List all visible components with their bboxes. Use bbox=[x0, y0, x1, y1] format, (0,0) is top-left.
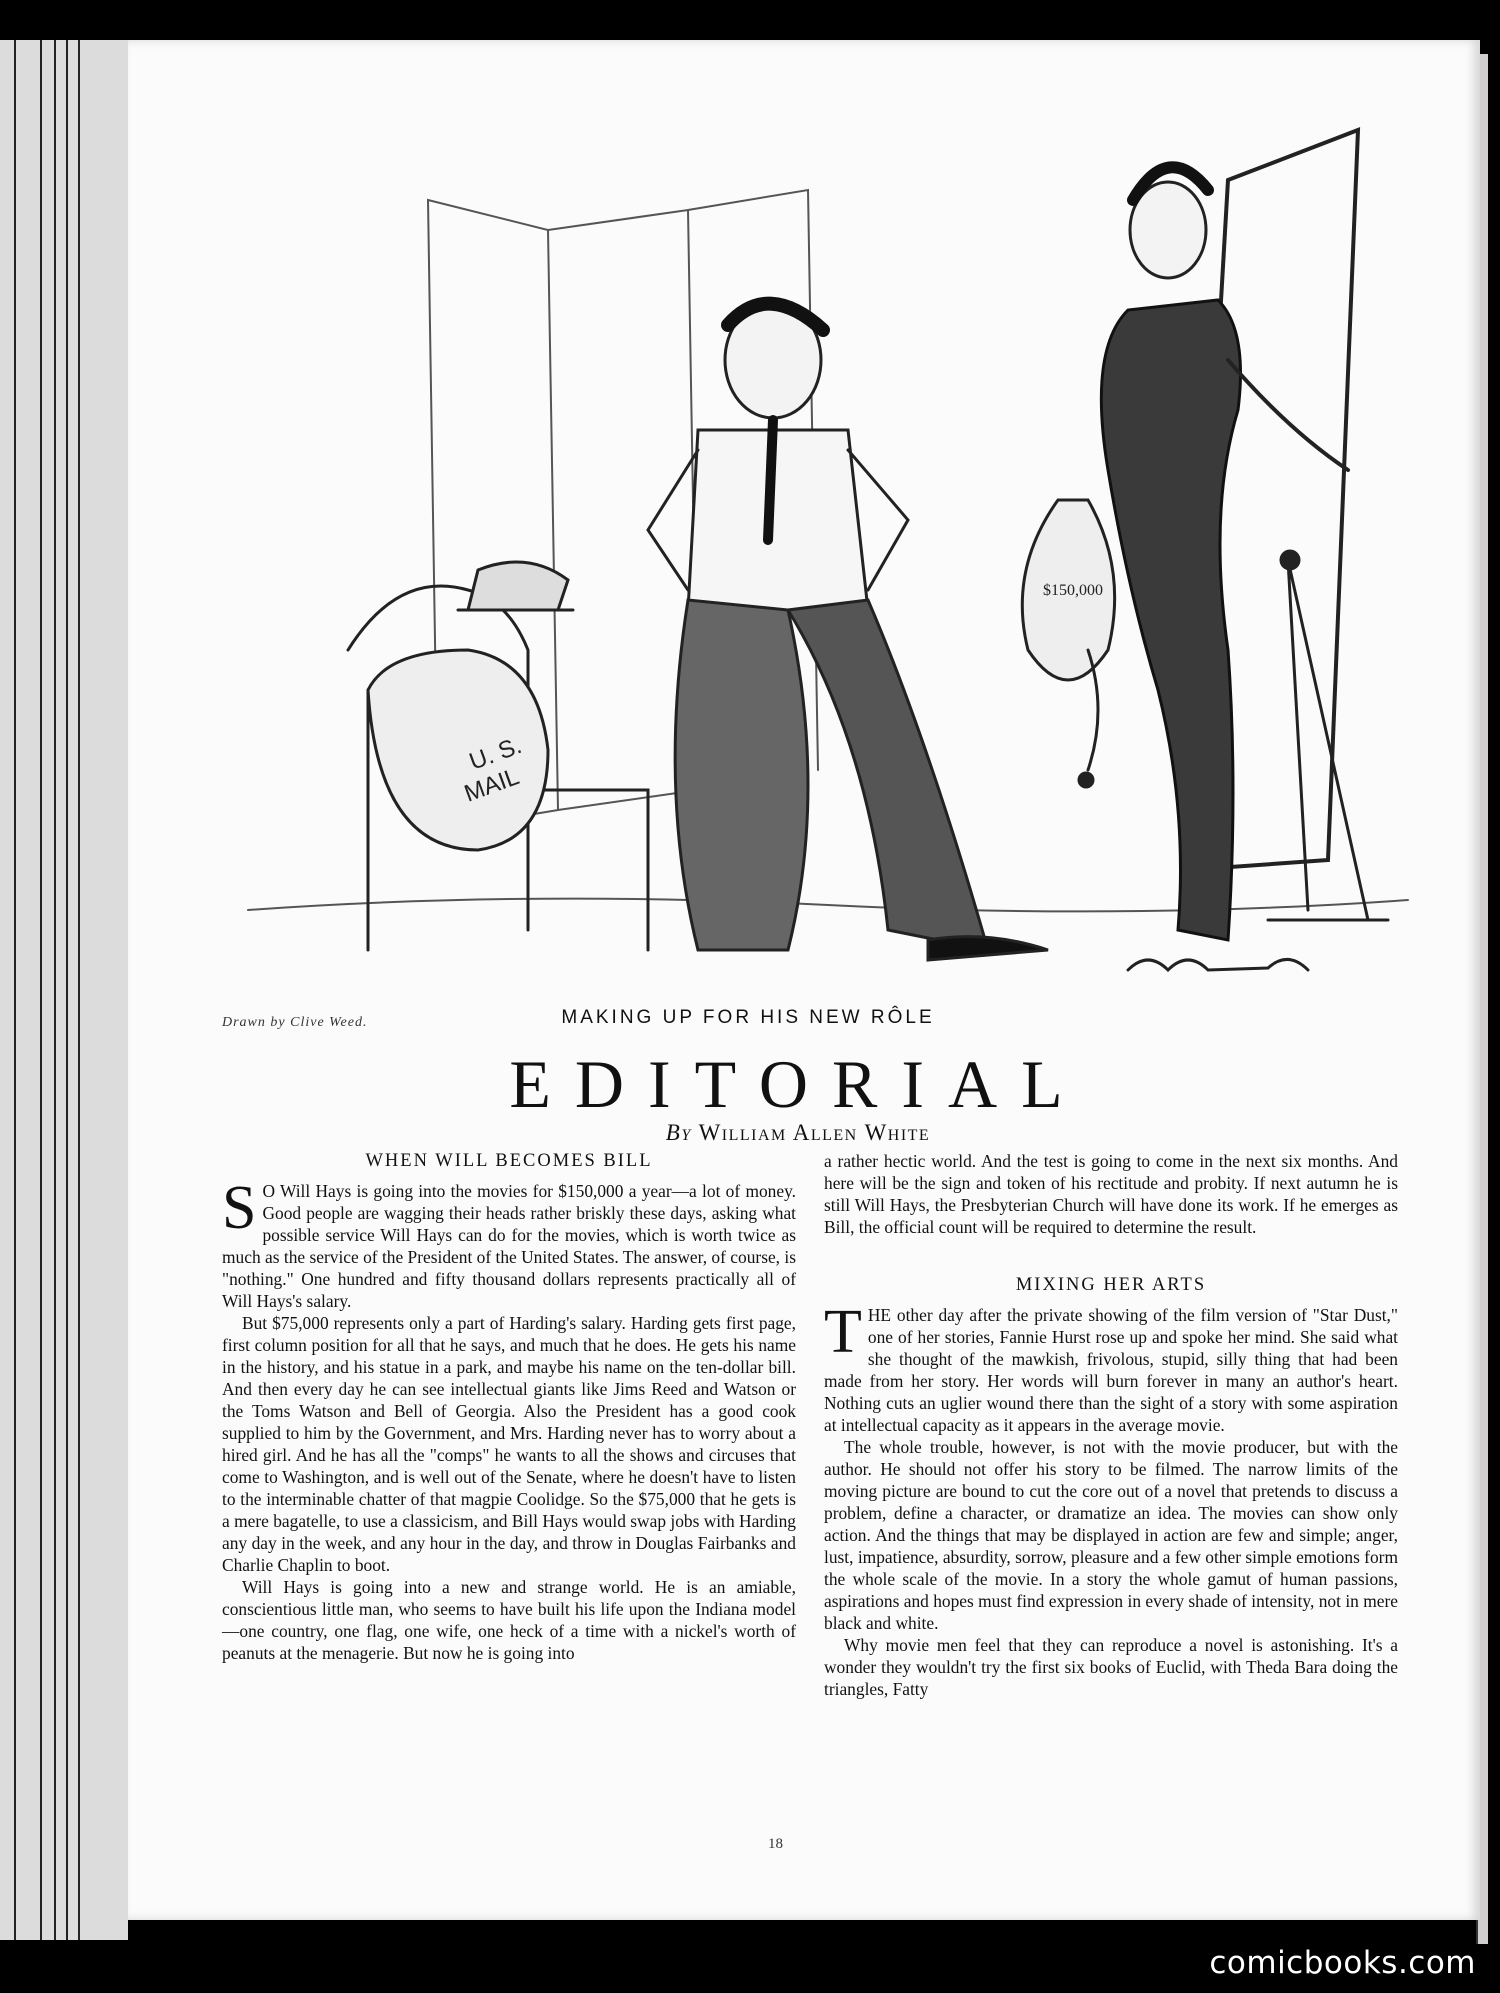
article1-paragraph-1-text: O Will Hays is going into the movies for $150,000 a year—a lot of money. Good people are wagging their heads rather briskly these days, asking what possible service Will Hays can do for the movies, which is worth twice as much as the service of the President of the United States. The answer, of course, is "nothing." One hundred and fifty thousand dollars represents practically all of Will Hays's salary. bbox=[222, 1181, 796, 1311]
money-bag-label: $150,000 bbox=[1043, 582, 1103, 599]
page-title: EDITORIAL bbox=[509, 1046, 1087, 1122]
byline-prefix: By bbox=[665, 1120, 692, 1145]
cartoon-drawing bbox=[228, 90, 1428, 990]
page-edge-line bbox=[78, 40, 80, 1940]
left-column bbox=[222, 1150, 796, 1664]
page-edge-line bbox=[40, 40, 42, 1940]
article2-paragraph-2: The whole trouble, however, is not with the movie producer, but with the author. He should not offer his story to be filmed. The narrow limits of the moving picture are bound to cut the core out of a novel that pretends to discuss a problem, define a character, or dramatize an idea. The movies can show only action. And the things that may be displayed in action are few and simple; anger, lust, impatience, absurdity, sorrow, pleasure and a few other simple emotions form the whole scale of the movie. In a story the whole gamut of human passions, aspirations and hopes must find expression in every shade of intensity, not in mere black and white. bbox=[824, 1437, 1398, 1633]
article1-heading: WHEN WILL BECOMES BILL bbox=[365, 1151, 653, 1171]
illustration-credit: Drawn by Clive Weed. bbox=[222, 1015, 368, 1030]
illustration-caption: MAKING UP FOR HIS NEW RÔLE bbox=[561, 1007, 935, 1028]
article2-paragraph-3: Why movie men feel that they can reproduce a novel is astonishing. It's a wonder they wouldn't try the first six books of Euclid, with Theda Bara doing the triangles, Fatty bbox=[824, 1635, 1398, 1699]
magazine-page bbox=[128, 40, 1480, 1920]
article1-paragraph-3-continued: a rather hectic world. And the test is going to come in the next six months. And here will be the sign and token of his rectitude and probity. If next autumn he is still Will Hays, the Presbyterian Church will have done its work. If he emerges as Bill, the official count will be required to determine the result. bbox=[824, 1151, 1398, 1237]
article1-paragraph-2: But $75,000 represents only a part of Harding's salary. Harding gets first page, first column position for all that he says, and much that he does. He gets his name in the history, and his statue in a park, and maybe his name on the ten-dollar bill. And then every day he can see intellectual giants like Jims Reed and Watson or the Toms Watson and Bell of Georgia. Also the President has a good cook supplied to him by the Government, and Mrs. Harding never has to worry about a hired girl. And he has all the "comps" he wants to all the shows and circuses that come to Washington, and is well out of the Senate, where he doesn't have to listen to the interminable chatter of that magpie Coolidge. So the $75,000 that he gets is a mere bagatelle, to use a classicism, and Bill Hays would swap jobs with Harding any day in the week, and any hour in the day, and throw in Douglas Fairbanks and Charlie Chaplin to boot. bbox=[222, 1313, 796, 1575]
page-edge-line bbox=[66, 40, 68, 1940]
page-number: 18 bbox=[768, 1836, 783, 1852]
article1-dropcap: S bbox=[222, 1174, 257, 1242]
byline-author: William Allen White bbox=[698, 1120, 931, 1145]
byline bbox=[428, 1120, 1168, 1146]
page-edge-line bbox=[14, 40, 16, 1940]
article1-paragraph-3: Will Hays is going into a new and strange world. He is an amiable, conscientious little man, who seems to have built his life upon the Indiana model—one country, one flag, one wife, one heck of a time with a nickel's worth of peanuts at the menagerie. But now he is going into bbox=[222, 1577, 796, 1663]
column-spacer bbox=[824, 1238, 1398, 1274]
right-column bbox=[824, 1150, 1398, 1700]
page-edge-line bbox=[54, 40, 56, 1940]
site-watermark: comicbooks.com bbox=[1209, 1945, 1476, 1981]
mailbag-label-line2: MAIL bbox=[460, 763, 523, 808]
cartoon-illustration bbox=[228, 90, 1428, 990]
article1-paragraph-1 bbox=[222, 1174, 796, 1312]
article2-paragraph-1 bbox=[824, 1298, 1398, 1436]
article2-heading: MIXING HER ARTS bbox=[1015, 1275, 1207, 1295]
mailbag-label-line1: U. S. bbox=[465, 732, 526, 776]
article2-dropcap: T bbox=[824, 1298, 862, 1366]
article2-paragraph-1-text: HE other day after the private showing of the film version of "Star Dust," one of her stories, Fannie Hurst rose up and spoke her mind. She said what she thought of the mawkish, frivolous, stupid, silly thing that had been made from her story. Her words will burn forever in many an author's heart. Nothing cuts an uglier wound there than the sight of a story with some aspiration at intellectual capacity as it appears in the average movie. bbox=[824, 1305, 1398, 1435]
book-page-edges bbox=[0, 40, 128, 1940]
